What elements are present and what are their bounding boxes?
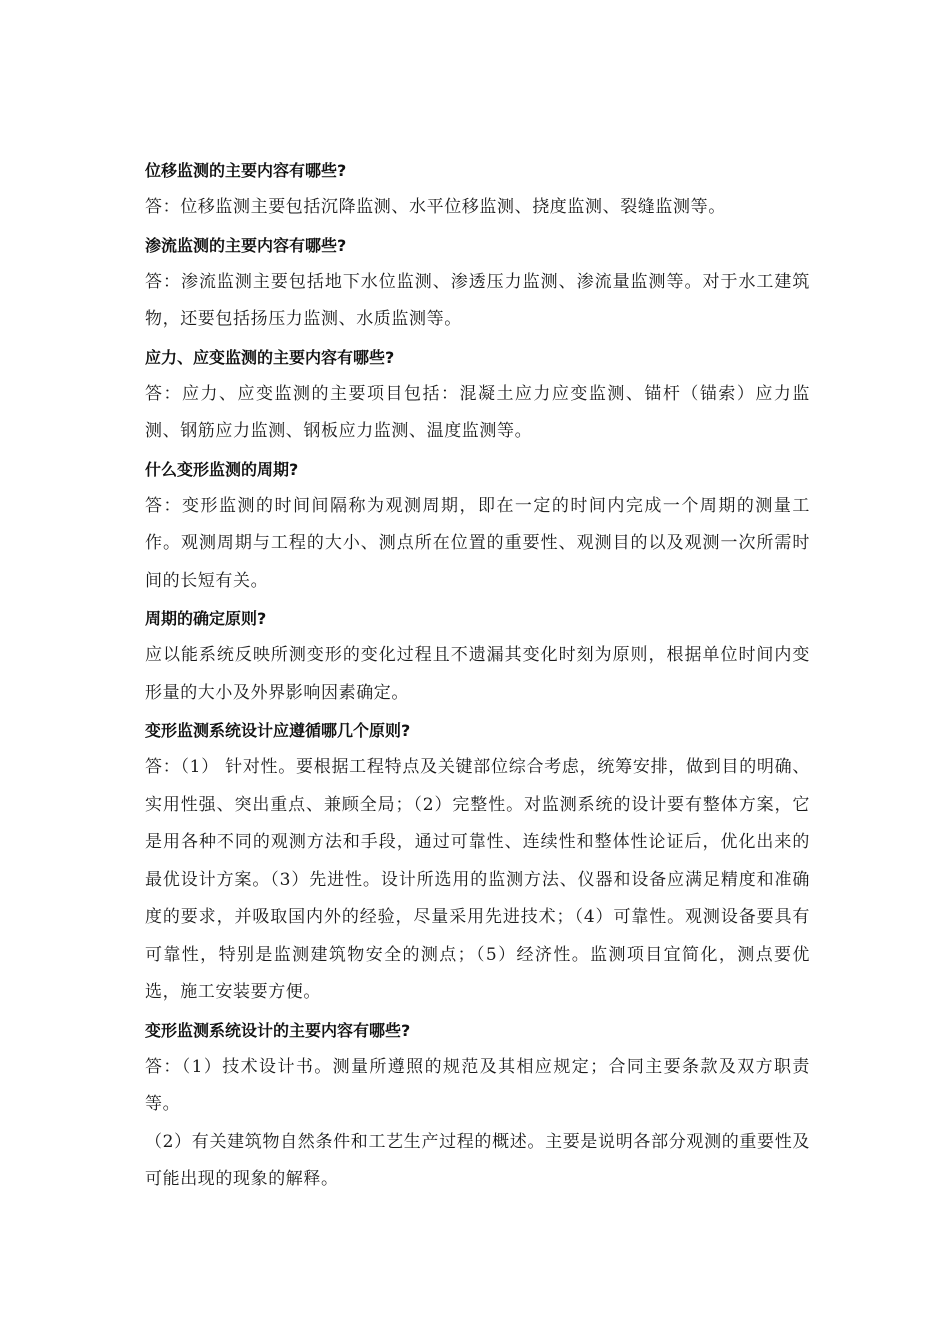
question-heading: 渗流监测的主要内容有哪些? (145, 235, 347, 255)
answer-paragraph: 答：应力、应变监测的主要项目包括：混凝土应力应变监测、锚杆（锚索）应力监测、钢筋应力监测、钢板应力监测、温度监测等。 (145, 383, 810, 441)
question-heading: 什么变形监测的周期? (145, 459, 299, 479)
question-heading: 变形监测系统设计的主要内容有哪些? (145, 1020, 411, 1040)
answer-paragraph: 答：渗流监测主要包括地下水位监测、渗透压力监测、渗流量监测等。对于水工建筑物，还要包括扬压力监测、水质监测等。 (145, 271, 810, 329)
answer-paragraph: 答：（1） 针对性。要根据工程特点及关键部位综合考虑，统筹安排，做到目的明确、实用性强、突出重点、兼顾全局；（2）完整性。对监测系统的设计要有整体方案，它是用各种不同的观测方法和手段，通过可靠性、连续性和整体性论证后，优化出来的最优设计方案。（3）先进性。设计所选用的监测方法、仪器和设备应满足精度和准确度的要求，并吸取国内外的经验，尽量采用先进技术；（4）可靠性。观测设备要具有可靠性，特别是监测建筑物安全的测点；（5）经济性。监测项目宜简化，测点要优选，施工安装要方便。 (145, 757, 810, 1002)
question-heading: 变形监测系统设计应遵循哪几个原则? (145, 721, 411, 740)
document-body (145, 152, 810, 1199)
answer-paragraph: 答：（1）技术设计书。测量所遵照的规范及其相应规定；合同主要条款及双方职责等。 (145, 1056, 810, 1114)
question-heading: 位移监测的主要内容有哪些? (145, 161, 347, 180)
answer-paragraph: （2）有关建筑物自然条件和工艺生产过程的概述。主要是说明各部分观测的重要性及可能出现的现象的解释。 (145, 1131, 810, 1189)
answer-paragraph: 答：变形监测的时间间隔称为观测周期，即在一定的时间内完成一个周期的测量工作。观测周期与工程的大小、测点所在位置的重要性、观测目的以及观测一次所需时间的长短有关。 (145, 495, 810, 591)
answer-paragraph: 应以能系统反映所测变形的变化过程且不遗漏其变化时刻为原则，根据单位时间内变形量的大小及外界影响因素确定。 (145, 645, 810, 703)
question-heading: 周期的确定原则? (145, 609, 267, 628)
question-heading: 应力、应变监测的主要内容有哪些? (145, 347, 395, 367)
answer-paragraph: 答：位移监测主要包括沉降监测、水平位移监测、挠度监测、裂缝监测等。 (145, 197, 726, 217)
